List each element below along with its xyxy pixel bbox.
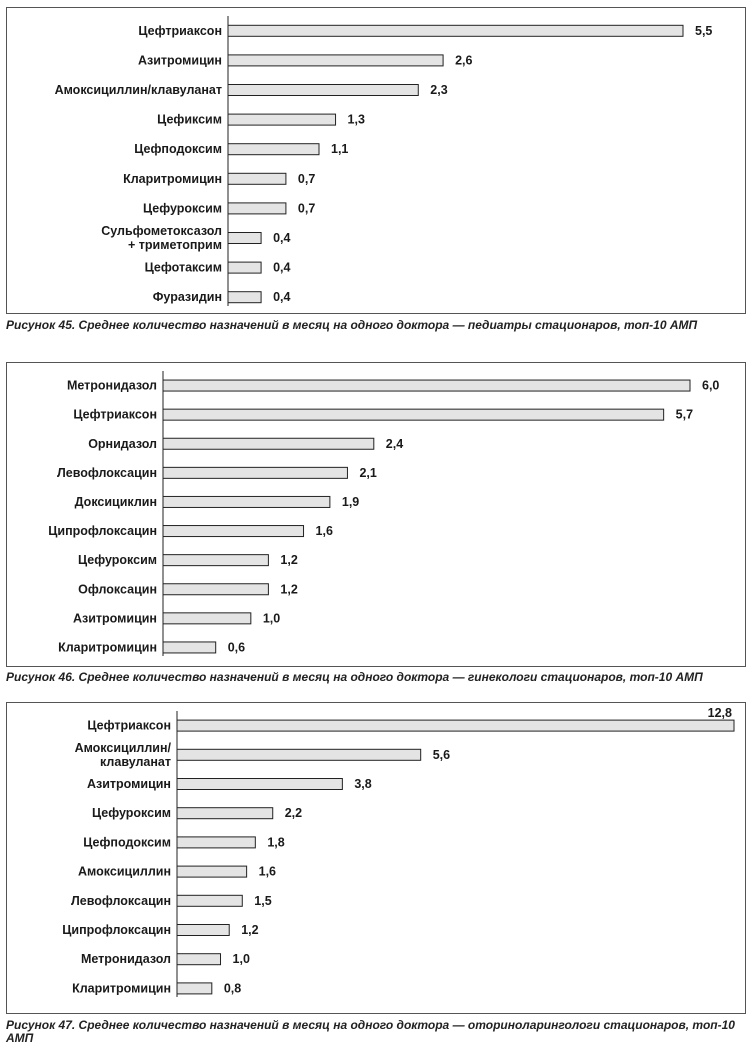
value-label: 12,8 [707,706,732,721]
category-label: Офлоксацин [78,582,157,597]
value-label: 1,1 [331,142,349,157]
bar [177,808,273,819]
category-label: Цефуроксим [142,201,222,216]
value-label: 2,6 [455,53,473,68]
category-label: Кларитромицин [58,640,157,655]
category-label: Цефотаксим [144,260,222,275]
bar-chart-47 [7,703,745,1013]
bar [228,144,319,155]
bar [163,555,268,566]
category-label: Цефтриаксон [73,407,157,422]
category-label: Азитромицин [137,53,222,68]
category-label: Цефиксим [157,112,222,127]
category-label: Азитромицин [86,777,171,791]
bar [228,292,261,303]
bar [163,496,330,507]
value-label: 1,6 [315,524,333,539]
category-label: Кларитромицин [123,171,222,186]
bar [163,380,690,391]
value-label: 0,8 [223,981,242,996]
value-label: 0,6 [227,640,246,655]
category-label: Цефуроксим [91,806,171,821]
category-label: Амоксициллин [78,864,171,879]
bar [228,233,261,244]
bar [228,85,418,96]
value-label: 5,7 [675,407,694,422]
value-label: 5,5 [695,23,713,38]
caption-47: Рисунок 47. Среднее количество назначений в месяц на одного доктора — оториноларингологи стационаров, топ-10 АМП [6,1018,735,1045]
category-label: Левофлоксацин [57,465,157,480]
bar [228,173,286,184]
category-label: Орнидазол [88,436,157,451]
chart-panel-45 [6,7,746,314]
category-label: Доксициклин [74,494,157,509]
bar [228,55,443,66]
value-label: 2,1 [359,465,377,480]
bar [177,895,242,906]
value-label: 0,4 [273,260,291,275]
category-label: Левофлоксацин [71,893,171,908]
value-label: 1,0 [232,952,250,967]
value-label: 0,7 [297,201,316,216]
chart-panel-46 [6,362,746,667]
bar [163,642,216,653]
category-label: Амоксициллин/клавуланат [54,83,222,97]
value-label: 3,8 [354,777,372,791]
bar [177,779,342,790]
value-label: 2,3 [430,83,448,97]
value-label: 1,0 [262,611,281,626]
bar [163,467,347,478]
category-label: Цефподоксим [134,142,222,157]
bar [163,584,268,595]
bar [163,438,374,449]
value-label: 0,4 [273,290,291,305]
value-label: 1,2 [280,553,298,568]
chart-panel-47 [6,702,746,1014]
value-label: 1,9 [341,494,360,509]
category-label: Цефтриаксон [87,718,171,733]
category-label: Амоксициллин/ клавуланат [74,740,171,769]
bar-chart-45 [7,8,745,313]
value-label: 0,4 [273,231,291,245]
category-label: Цефподоксим [83,835,171,850]
value-label: 0,7 [297,171,316,186]
category-label: Сульфометоксазол + триметоприм [101,224,222,252]
caption-46: Рисунок 46. Среднее количество назначений в месяц на одного доктора — гинекологи стационаров, топ-10 АМП [6,670,703,684]
value-label: 2,2 [284,806,303,821]
bar [177,866,247,877]
category-label: Фуразидин [152,290,222,305]
bar [228,203,286,214]
category-label: Цефтриаксон [138,23,222,38]
category-label: Азитромицин [72,611,157,626]
bar-chart-46 [7,363,745,666]
category-label: Ципрофлоксацин [62,923,171,937]
value-label: 1,2 [280,582,298,597]
value-label: 1,2 [241,923,259,937]
category-label: Цефуроксим [77,553,157,568]
bar [177,954,221,965]
bar [177,837,255,848]
value-label: 2,4 [385,436,404,451]
bar [177,749,421,760]
bar [228,114,336,125]
value-label: 5,6 [432,747,451,762]
bar [177,720,734,731]
category-label: Метронидазол [66,378,157,393]
value-label: 1,3 [347,112,365,127]
value-label: 6,0 [702,378,720,393]
category-label: Метронидазол [80,952,171,967]
category-label: Ципрофлоксацин [48,524,157,539]
value-label: 1,6 [258,864,277,879]
bar [177,983,212,994]
bar [163,613,251,624]
bar [228,25,683,36]
value-label: 1,8 [267,835,285,850]
bar [163,409,664,420]
bar [228,262,261,273]
bar [177,925,229,936]
value-label: 1,5 [254,893,272,908]
category-label: Кларитромицин [72,981,171,996]
caption-45: Рисунок 45. Среднее количество назначений в месяц на одного доктора — педиатры стационаров, топ-10 АМП [6,318,698,332]
bar [163,526,304,537]
